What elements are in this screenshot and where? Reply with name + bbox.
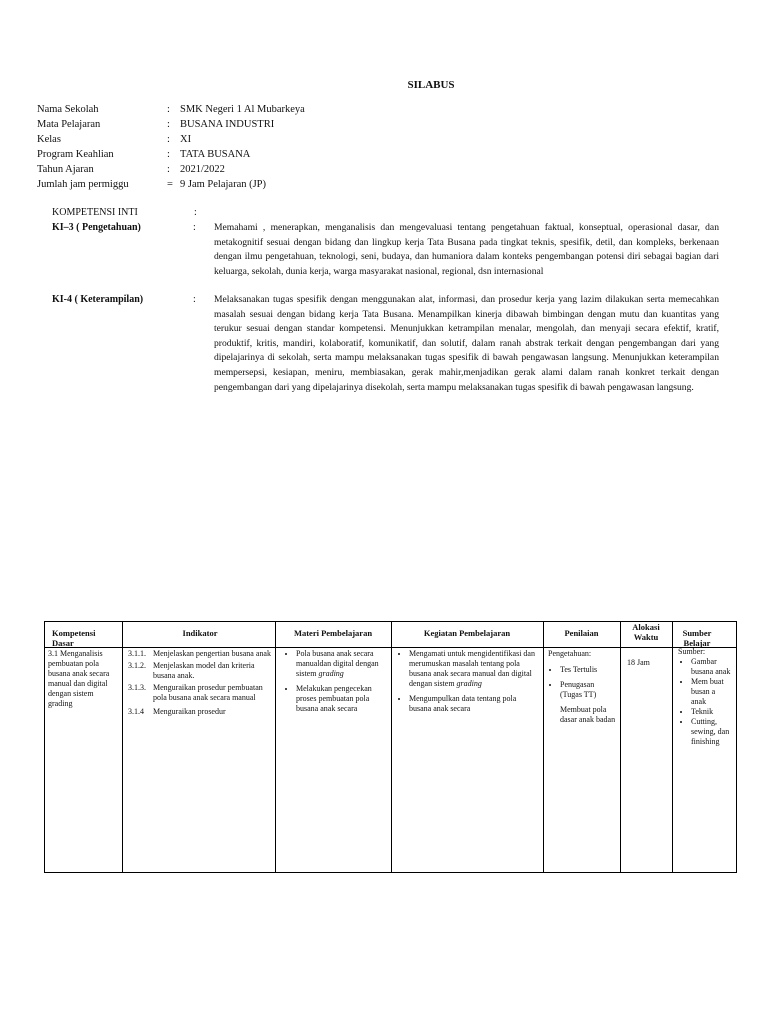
ki4-label: KI-4 ( Keterampilan) bbox=[52, 294, 144, 305]
materi-italic: grading bbox=[318, 669, 344, 678]
kompetensi-inti-colon: : bbox=[194, 207, 197, 218]
identity-value: XI bbox=[180, 134, 192, 145]
identity-label: Nama Sekolah bbox=[37, 104, 99, 115]
sumber-list bbox=[678, 657, 732, 747]
materi-item bbox=[296, 649, 386, 679]
header-indikator: Indikator bbox=[182, 628, 218, 638]
kegiatan-list bbox=[395, 649, 539, 714]
header-penilaian: Penilaian bbox=[564, 628, 599, 638]
sumber-item: • Cutting, sewing, dan finishing bbox=[691, 717, 732, 747]
penilaian-item: • Penugasan (Tugas TT) bbox=[560, 680, 616, 700]
table-column-divider bbox=[620, 621, 621, 873]
indikator-text: Menguraikan prosedur bbox=[153, 707, 226, 716]
table-column-divider bbox=[122, 621, 123, 873]
cell-kegiatan bbox=[395, 649, 539, 719]
indikator-item bbox=[128, 661, 272, 681]
identity-value: BUSANA INDUSTRI bbox=[180, 119, 275, 130]
kegiatan-item bbox=[409, 694, 539, 714]
identity-value: TATA BUSANA bbox=[180, 149, 251, 160]
identity-label: Program Keahlian bbox=[37, 149, 114, 160]
kegiatan-text: Mengamati untuk mengidentifikasi dan merumuskan masalah tentang pola busana anak secara manual dan digital dengan sistem bbox=[409, 649, 535, 688]
identity-value: SMK Negeri 1 Al Mubarkeya bbox=[180, 104, 305, 115]
identity-label: Mata Pelajaran bbox=[37, 119, 101, 130]
header-kegiatan: Kegiatan Pembelajaran bbox=[423, 628, 511, 638]
ki3-label: KI–3 ( Pengetahuan) bbox=[52, 222, 141, 233]
materi-list bbox=[282, 649, 386, 714]
identity-value: 2021/2022 bbox=[180, 164, 225, 175]
identity-separator: : bbox=[167, 104, 170, 115]
cell-indikator bbox=[128, 649, 272, 719]
indikator-item bbox=[128, 649, 272, 659]
indikator-number: 3.1.4 bbox=[128, 707, 144, 716]
materi-text: Melakukan pengecekan proses pembuatan pola busana anak secara bbox=[296, 684, 372, 713]
indikator-number: 3.1.3. bbox=[128, 683, 146, 692]
kegiatan-text: Mengumpulkan data tentang pola busana anak secara bbox=[409, 694, 517, 713]
kompetensi-inti-heading: KOMPETENSI INTI bbox=[52, 207, 138, 218]
table-column-divider bbox=[736, 621, 737, 873]
header-alokasi: Alokasi Waktu bbox=[632, 622, 660, 642]
identity-value: 9 Jam Pelajaran (JP) bbox=[180, 179, 267, 190]
materi-item bbox=[296, 684, 386, 714]
identity-separator: = bbox=[167, 179, 173, 190]
table-column-divider bbox=[391, 621, 392, 873]
ki4-colon: : bbox=[193, 294, 196, 305]
table-column-divider bbox=[275, 621, 276, 873]
syllabus-table bbox=[44, 621, 737, 873]
identity-separator: : bbox=[167, 134, 170, 145]
sumber-item: • Mem buat busan a anak bbox=[691, 677, 732, 707]
identity-label: Tahun Ajaran bbox=[37, 164, 94, 175]
cell-materi bbox=[282, 649, 386, 719]
sumber-heading: Sumber: bbox=[678, 647, 706, 656]
sumber-item: • Teknik bbox=[691, 707, 732, 717]
identity-separator: : bbox=[167, 119, 170, 130]
indikator-item bbox=[128, 707, 272, 717]
cell-kompetensi-dasar: 3.1 Menganalisis pembuatan pola busana anak secara manual dan digital dengan sistem grading bbox=[48, 649, 110, 708]
identity-separator: : bbox=[167, 149, 170, 160]
kegiatan-item bbox=[409, 649, 539, 689]
ki3-text: Memahami , menerapkan, menganalisis dan mengevaluasi tentang pengetahuan faktual, konseptual, operasional dasar, dan metakognitif sesuai dengan bidang dan lingkup kerja Tata Busana pada tingkat teknis, spesifik, detil, dan kompleks, berkenaan dengan ilmu pengetahuan, teknologi, seni, budaya, dan humaniora dalam konteks pengembangan potensi diri sebagai bagian dari keluarga, sekolah, dunia kerja, warga masyarakat nasional, regional, dsn internasional bbox=[214, 222, 719, 277]
materi-text: Pola busana anak secara manualdan digital dengan sistem bbox=[296, 649, 379, 678]
penilaian-item: • Tes Tertulis bbox=[560, 665, 616, 675]
identity-label: Kelas bbox=[37, 134, 61, 145]
indikator-number: 3.1.2. bbox=[128, 661, 146, 670]
penilaian-heading: Pengetahuan: bbox=[548, 649, 592, 658]
identity-separator: : bbox=[167, 164, 170, 175]
cell-penilaian bbox=[548, 649, 616, 725]
cell-sumber bbox=[678, 647, 732, 747]
header-sumber: Sumber Belajar bbox=[682, 628, 712, 648]
penilaian-list bbox=[548, 665, 616, 700]
cell-alokasi: 18 Jam bbox=[627, 658, 650, 667]
penilaian-note: Membuat pola dasar anak badan bbox=[560, 705, 616, 724]
table-column-divider bbox=[44, 621, 45, 873]
header-kompetensi-dasar: Kompetensi Dasar bbox=[52, 628, 96, 648]
indikator-text: Menjelaskan pengertian busana anak bbox=[153, 649, 271, 658]
kegiatan-italic: grading bbox=[456, 679, 482, 688]
indikator-number: 3.1.1. bbox=[128, 649, 146, 658]
ki3-colon: : bbox=[193, 222, 196, 233]
sumber-item: • Gambar busana anak bbox=[691, 657, 732, 677]
indikator-item bbox=[128, 683, 272, 703]
table-column-divider bbox=[543, 621, 544, 873]
document-title: SILABUS bbox=[407, 79, 455, 91]
header-materi: Materi Pembelajaran bbox=[293, 628, 373, 638]
table-column-divider bbox=[672, 621, 673, 873]
ki4-text: Melaksanakan tugas spesifik dengan menggunakan alat, informasi, dan prosedur kerja yang lazim dilakukan serta memecahkan masalah sesuai dengan bidang kerja Tata Busana. Menampilkan kinerja dibawah bimbingan dengan mutu dan kuantitas yang terukur sesuai dengan standar kompetensi. Menunjukkan ketrampilan menalar, mengolah, dan menyaji secara efektif, kratif, produktif, kritis, mandiri, kolaboratif, komunikatif, dan solutif, dalam ranah abstrak terkait dengan pengembangan dari yang dipelajarinya di sekolah, serta mampu melaksanakan tugas spesifik di bawah pengawasan langsung. Menunjukkan keterampilan mempersepsi, kesiapan, meniru, membiasakan, gerak mahir,menjadikan gerak alami dalam ranah konkret terkait dengan pengembangan dari yang dipelajarinya disekolah, serta mampu melaksanakan tugas spesifik di bawah pengawasan langsung. bbox=[214, 294, 719, 393]
identity-label: Jumlah jam permiggu bbox=[37, 179, 129, 190]
indikator-text: Menguraikan prosedur pembuatan pola busana anak secara manual bbox=[153, 683, 263, 702]
indikator-text: Menjelaskan model dan kriteria busana anak. bbox=[153, 661, 255, 680]
